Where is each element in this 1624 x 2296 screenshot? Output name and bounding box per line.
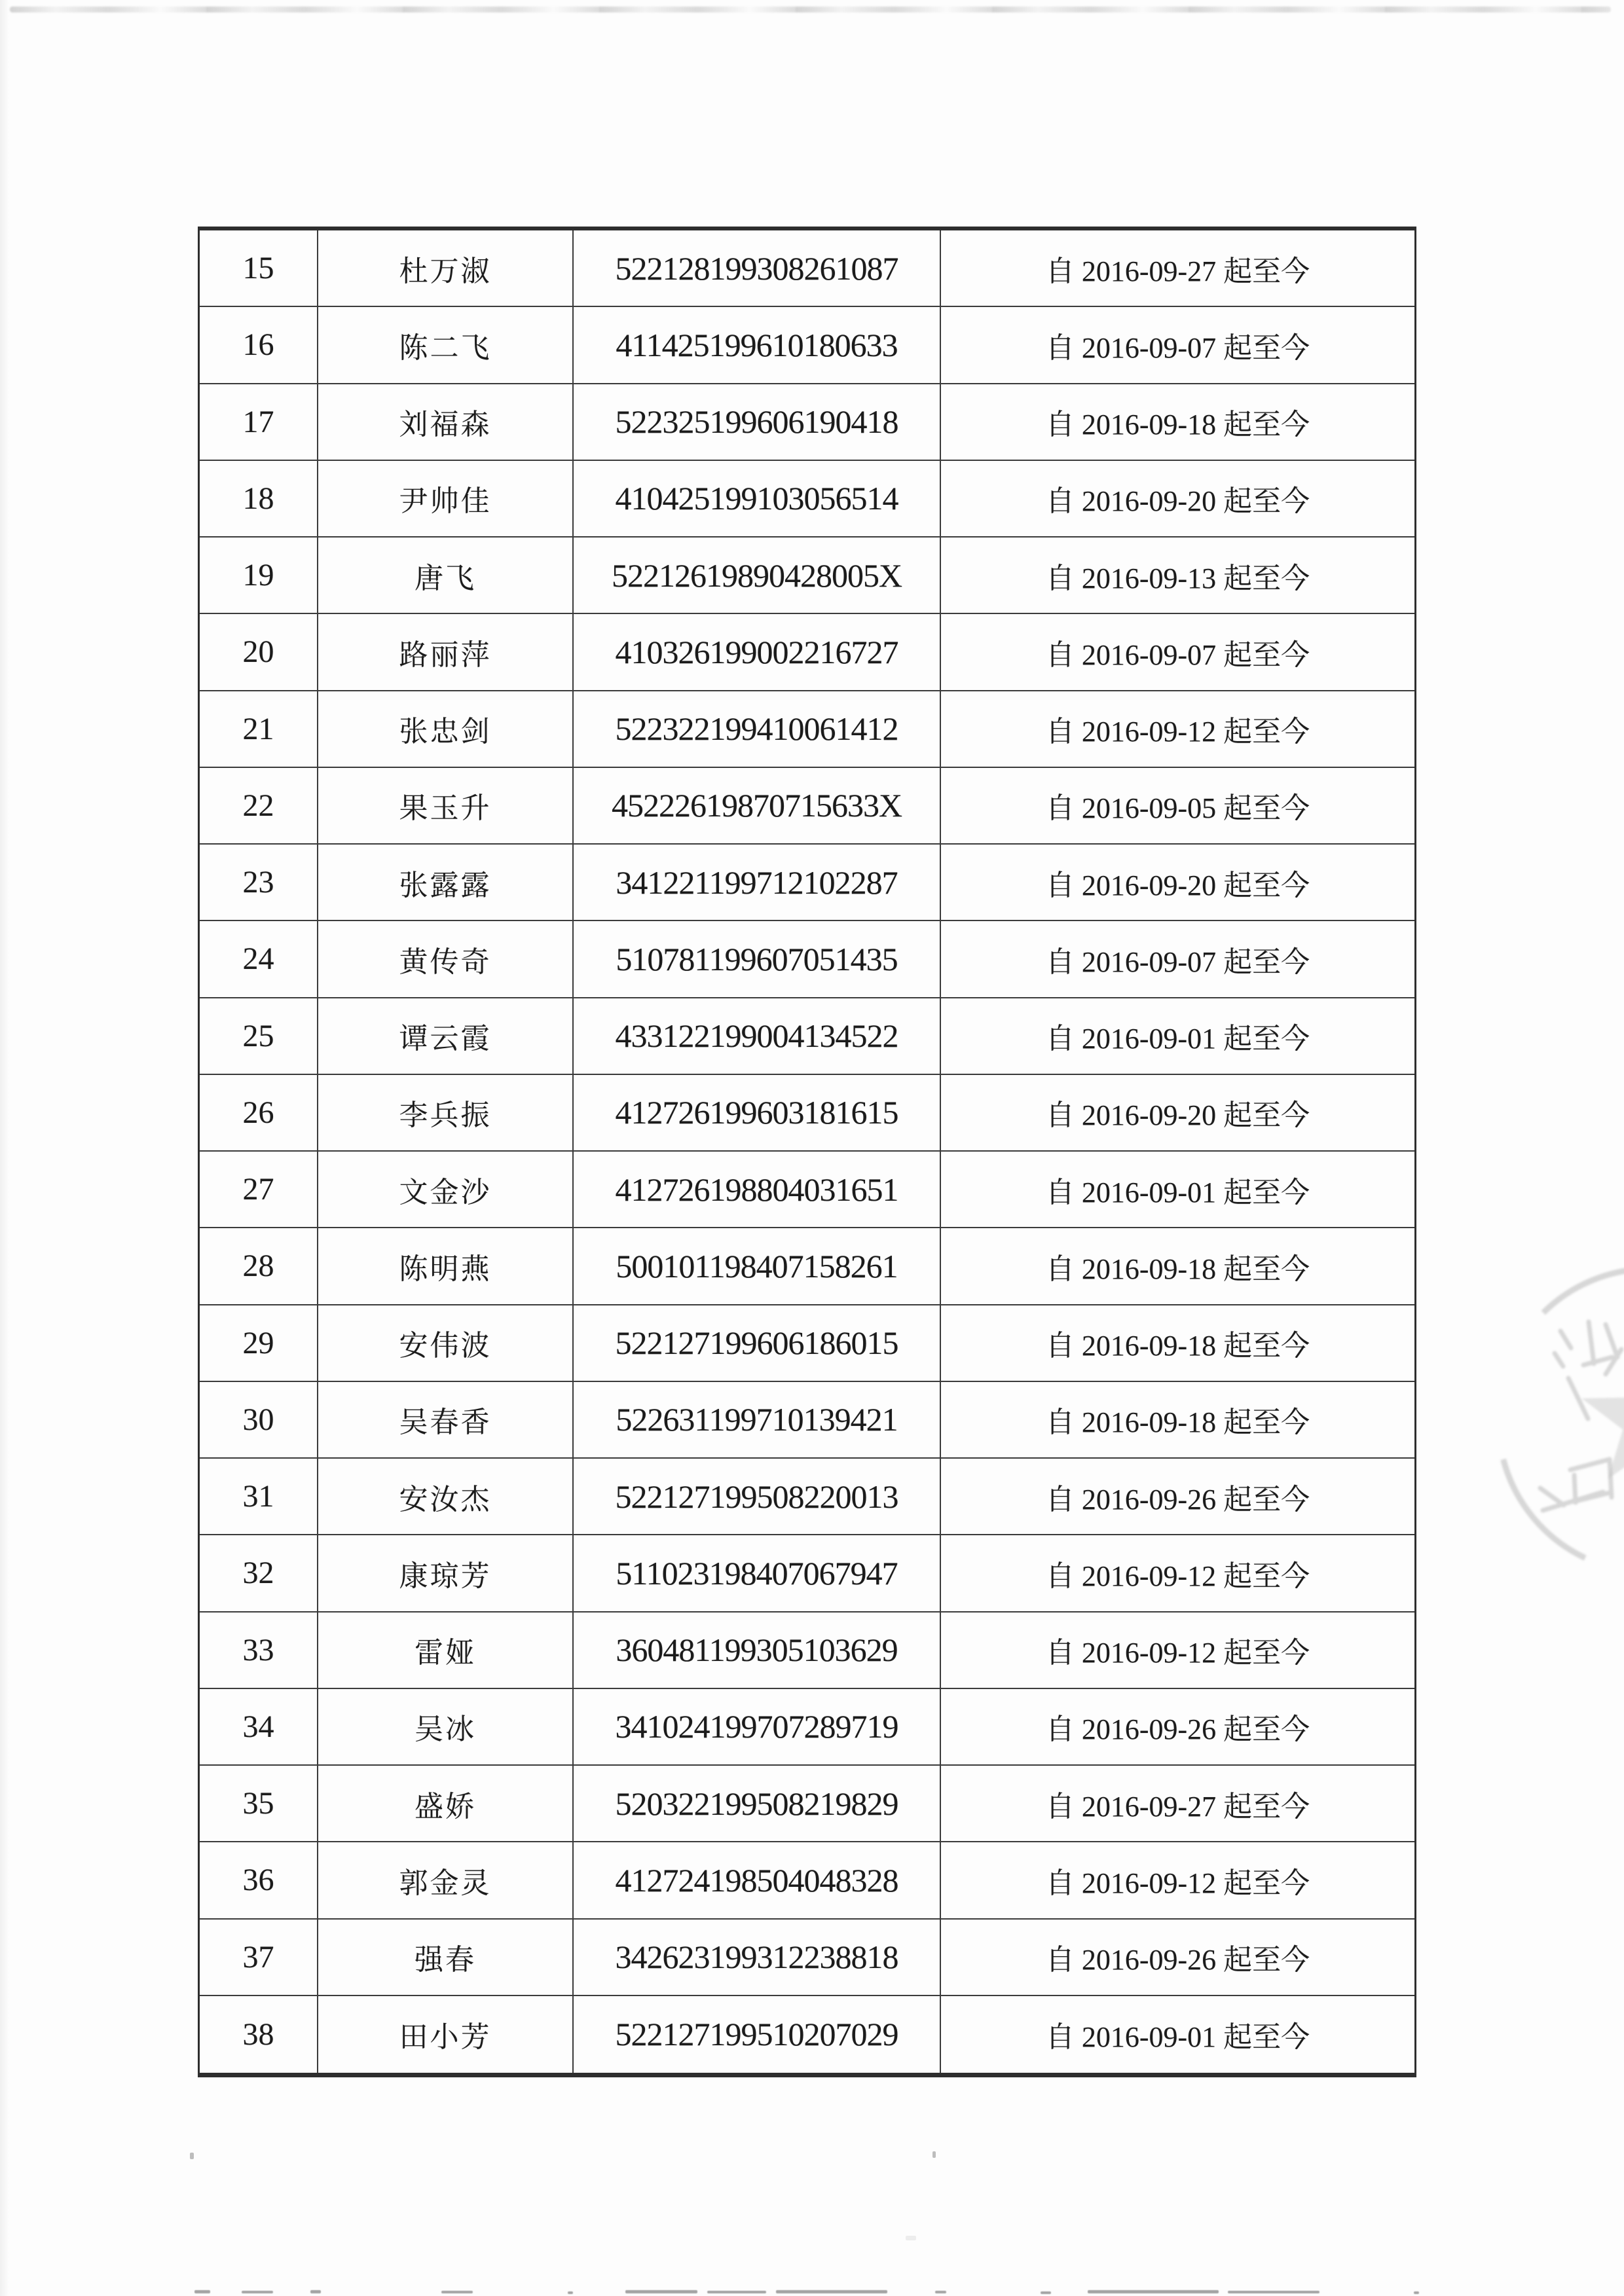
table-row — [200, 691, 1414, 768]
cell-id-number: 510781199607051435 — [574, 921, 941, 996]
cell-person-name: 吴春香 — [318, 1382, 574, 1457]
cell-id-number: 522127199508220013 — [574, 1459, 941, 1534]
cell-person-name: 盛娇 — [318, 1766, 574, 1841]
cell-id-number: 410425199103056514 — [574, 461, 941, 536]
table-row — [200, 1842, 1414, 1919]
cell-person-name: 雷娅 — [318, 1613, 574, 1688]
cell-validity-period: 自 2016-09-26 起至今 — [1045, 1944, 1310, 1977]
cell-validity-period: 自 2016-09-20 起至今 — [1045, 485, 1310, 518]
cell-person-name: 谭云霞 — [318, 998, 574, 1074]
cell-validity-period: 自 2016-09-12 起至今 — [1045, 1637, 1310, 1669]
cell-person-name: 康琼芳 — [318, 1535, 574, 1611]
cell-validity-period: 自 2016-09-26 起至今 — [1045, 1713, 1310, 1746]
cell-row-number: 33 — [200, 1613, 318, 1688]
cell-row-number: 30 — [200, 1382, 318, 1457]
cell-id-number: 522325199606190418 — [574, 384, 941, 460]
cell-person-name: 尹帅佳 — [318, 461, 574, 536]
cell-row-number: 27 — [200, 1152, 318, 1227]
cell-id-number: 522128199308261087 — [574, 230, 941, 306]
cell-person-name: 黄传奇 — [318, 921, 574, 996]
cell-row-number: 26 — [200, 1075, 318, 1150]
cell-validity-period: 自 2016-09-13 起至今 — [1045, 562, 1310, 594]
table-row — [200, 1613, 1414, 1689]
seal-circle-arc — [1498, 1269, 1624, 1573]
cell-id-number: 412726198804031651 — [574, 1152, 941, 1227]
cell-validity-period: 自 2016-09-07 起至今 — [1045, 638, 1310, 671]
cell-id-number: 45222619870715633X — [574, 768, 941, 843]
table-row — [200, 998, 1414, 1075]
table-row — [200, 1075, 1414, 1152]
cell-person-name: 强春 — [318, 1920, 574, 1995]
cell-validity-period: 自 2016-09-18 起至今 — [1045, 409, 1310, 441]
table-row — [200, 1766, 1414, 1842]
table-row — [200, 1996, 1414, 2073]
cell-row-number: 16 — [200, 307, 318, 382]
cell-row-number: 15 — [200, 230, 318, 306]
cell-person-name: 田小芳 — [318, 1996, 574, 2073]
table-row — [200, 1228, 1414, 1305]
cell-row-number: 28 — [200, 1228, 318, 1303]
cell-person-name: 安汝杰 — [318, 1459, 574, 1534]
cell-row-number: 29 — [200, 1305, 318, 1381]
cell-person-name: 文金沙 — [318, 1152, 574, 1227]
cell-validity-period: 自 2016-09-01 起至今 — [1045, 2021, 1310, 2054]
cell-person-name: 吴冰 — [318, 1689, 574, 1764]
table-row — [200, 768, 1414, 845]
cell-id-number: 522322199410061412 — [574, 691, 941, 767]
cell-validity-period: 自 2016-09-20 起至今 — [1045, 869, 1310, 902]
cell-row-number: 35 — [200, 1766, 318, 1841]
cell-person-name: 郭金灵 — [318, 1842, 574, 1918]
cell-id-number: 342623199312238818 — [574, 1920, 941, 1995]
cell-validity-period: 自 2016-09-27 起至今 — [1045, 255, 1310, 287]
cell-id-number: 522127199606186015 — [574, 1305, 941, 1381]
table-row — [200, 921, 1414, 998]
cell-row-number: 22 — [200, 768, 318, 843]
table-row — [200, 461, 1414, 538]
cell-validity-period: 自 2016-09-18 起至今 — [1045, 1252, 1310, 1285]
cell-validity-period: 自 2016-09-12 起至今 — [1045, 1559, 1310, 1592]
cell-id-number: 500101198407158261 — [574, 1228, 941, 1303]
cell-row-number: 17 — [200, 384, 318, 460]
cell-row-number: 36 — [200, 1842, 318, 1918]
cell-person-name: 陈明燕 — [318, 1228, 574, 1303]
cell-id-number: 410326199002216727 — [574, 614, 941, 689]
scan-speck — [906, 2236, 916, 2240]
table-row — [200, 307, 1414, 384]
cell-id-number: 522127199510207029 — [574, 1996, 941, 2073]
cell-row-number: 38 — [200, 1996, 318, 2073]
scan-artifact-top-streak — [10, 7, 1611, 12]
cell-validity-period: 自 2016-09-12 起至今 — [1045, 716, 1310, 748]
cell-id-number: 341221199712102287 — [574, 845, 941, 920]
table-row — [200, 1920, 1414, 1996]
table-row — [200, 845, 1414, 921]
table-row — [200, 230, 1414, 307]
cell-row-number: 37 — [200, 1920, 318, 1995]
cell-validity-period: 自 2016-09-18 起至今 — [1045, 1330, 1310, 1362]
table-row — [200, 1305, 1414, 1382]
table-row — [200, 1382, 1414, 1459]
cell-id-number: 360481199305103629 — [574, 1613, 941, 1688]
scan-speck — [932, 2151, 936, 2158]
personnel-roster-table — [198, 227, 1416, 2077]
table-row — [200, 538, 1414, 614]
cell-row-number: 24 — [200, 921, 318, 996]
official-seal-stamp-partial — [1493, 1267, 1624, 1575]
cell-row-number: 21 — [200, 691, 318, 767]
cell-validity-period: 自 2016-09-26 起至今 — [1045, 1483, 1310, 1516]
cell-person-name: 李兵振 — [318, 1075, 574, 1150]
cell-person-name: 刘福森 — [318, 384, 574, 460]
cell-validity-period: 自 2016-09-18 起至今 — [1045, 1406, 1310, 1439]
cell-person-name: 陈二飞 — [318, 307, 574, 382]
table-row — [200, 1689, 1414, 1766]
cell-validity-period: 自 2016-09-12 起至今 — [1045, 1867, 1310, 1899]
cell-validity-period: 自 2016-09-01 起至今 — [1045, 1023, 1310, 1055]
cell-row-number: 18 — [200, 461, 318, 536]
cell-person-name: 张露露 — [318, 845, 574, 920]
scan-edge-shadow — [0, 0, 9, 2296]
cell-person-name: 安伟波 — [318, 1305, 574, 1381]
cell-id-number: 522631199710139421 — [574, 1382, 941, 1457]
cell-row-number: 34 — [200, 1689, 318, 1764]
cell-id-number: 433122199004134522 — [574, 998, 941, 1074]
table-row — [200, 1152, 1414, 1228]
scan-speck — [190, 2153, 194, 2159]
cell-row-number: 31 — [200, 1459, 318, 1534]
cell-person-name: 张忠剑 — [318, 691, 574, 767]
cell-row-number: 32 — [200, 1535, 318, 1611]
cell-id-number: 511023198407067947 — [574, 1535, 941, 1611]
table-row — [200, 1535, 1414, 1612]
cell-validity-period: 自 2016-09-20 起至今 — [1045, 1099, 1310, 1132]
table-row — [200, 614, 1414, 691]
cell-validity-period: 自 2016-09-01 起至今 — [1045, 1176, 1310, 1209]
cell-id-number: 520322199508219829 — [574, 1766, 941, 1841]
cell-row-number: 20 — [200, 614, 318, 689]
cell-id-number: 412724198504048328 — [574, 1842, 941, 1918]
cell-id-number: 341024199707289719 — [574, 1689, 941, 1764]
cell-row-number: 19 — [200, 538, 318, 613]
cell-id-number: 411425199610180633 — [574, 307, 941, 382]
table-row — [200, 384, 1414, 461]
cell-id-number: 52212619890428005X — [574, 538, 941, 613]
cell-validity-period: 自 2016-09-07 起至今 — [1045, 945, 1310, 978]
cell-validity-period: 自 2016-09-27 起至今 — [1045, 1790, 1310, 1823]
cell-person-name: 果玉升 — [318, 768, 574, 843]
cell-id-number: 412726199603181615 — [574, 1075, 941, 1150]
table-row — [200, 1459, 1414, 1535]
cell-validity-period: 自 2016-09-07 起至今 — [1045, 331, 1310, 364]
cell-validity-period: 自 2016-09-05 起至今 — [1045, 792, 1310, 825]
cell-person-name: 杜万淑 — [318, 230, 574, 306]
cell-person-name: 唐飞 — [318, 538, 574, 613]
cell-row-number: 25 — [200, 998, 318, 1074]
cell-person-name: 路丽萍 — [318, 614, 574, 689]
cell-row-number: 23 — [200, 845, 318, 920]
